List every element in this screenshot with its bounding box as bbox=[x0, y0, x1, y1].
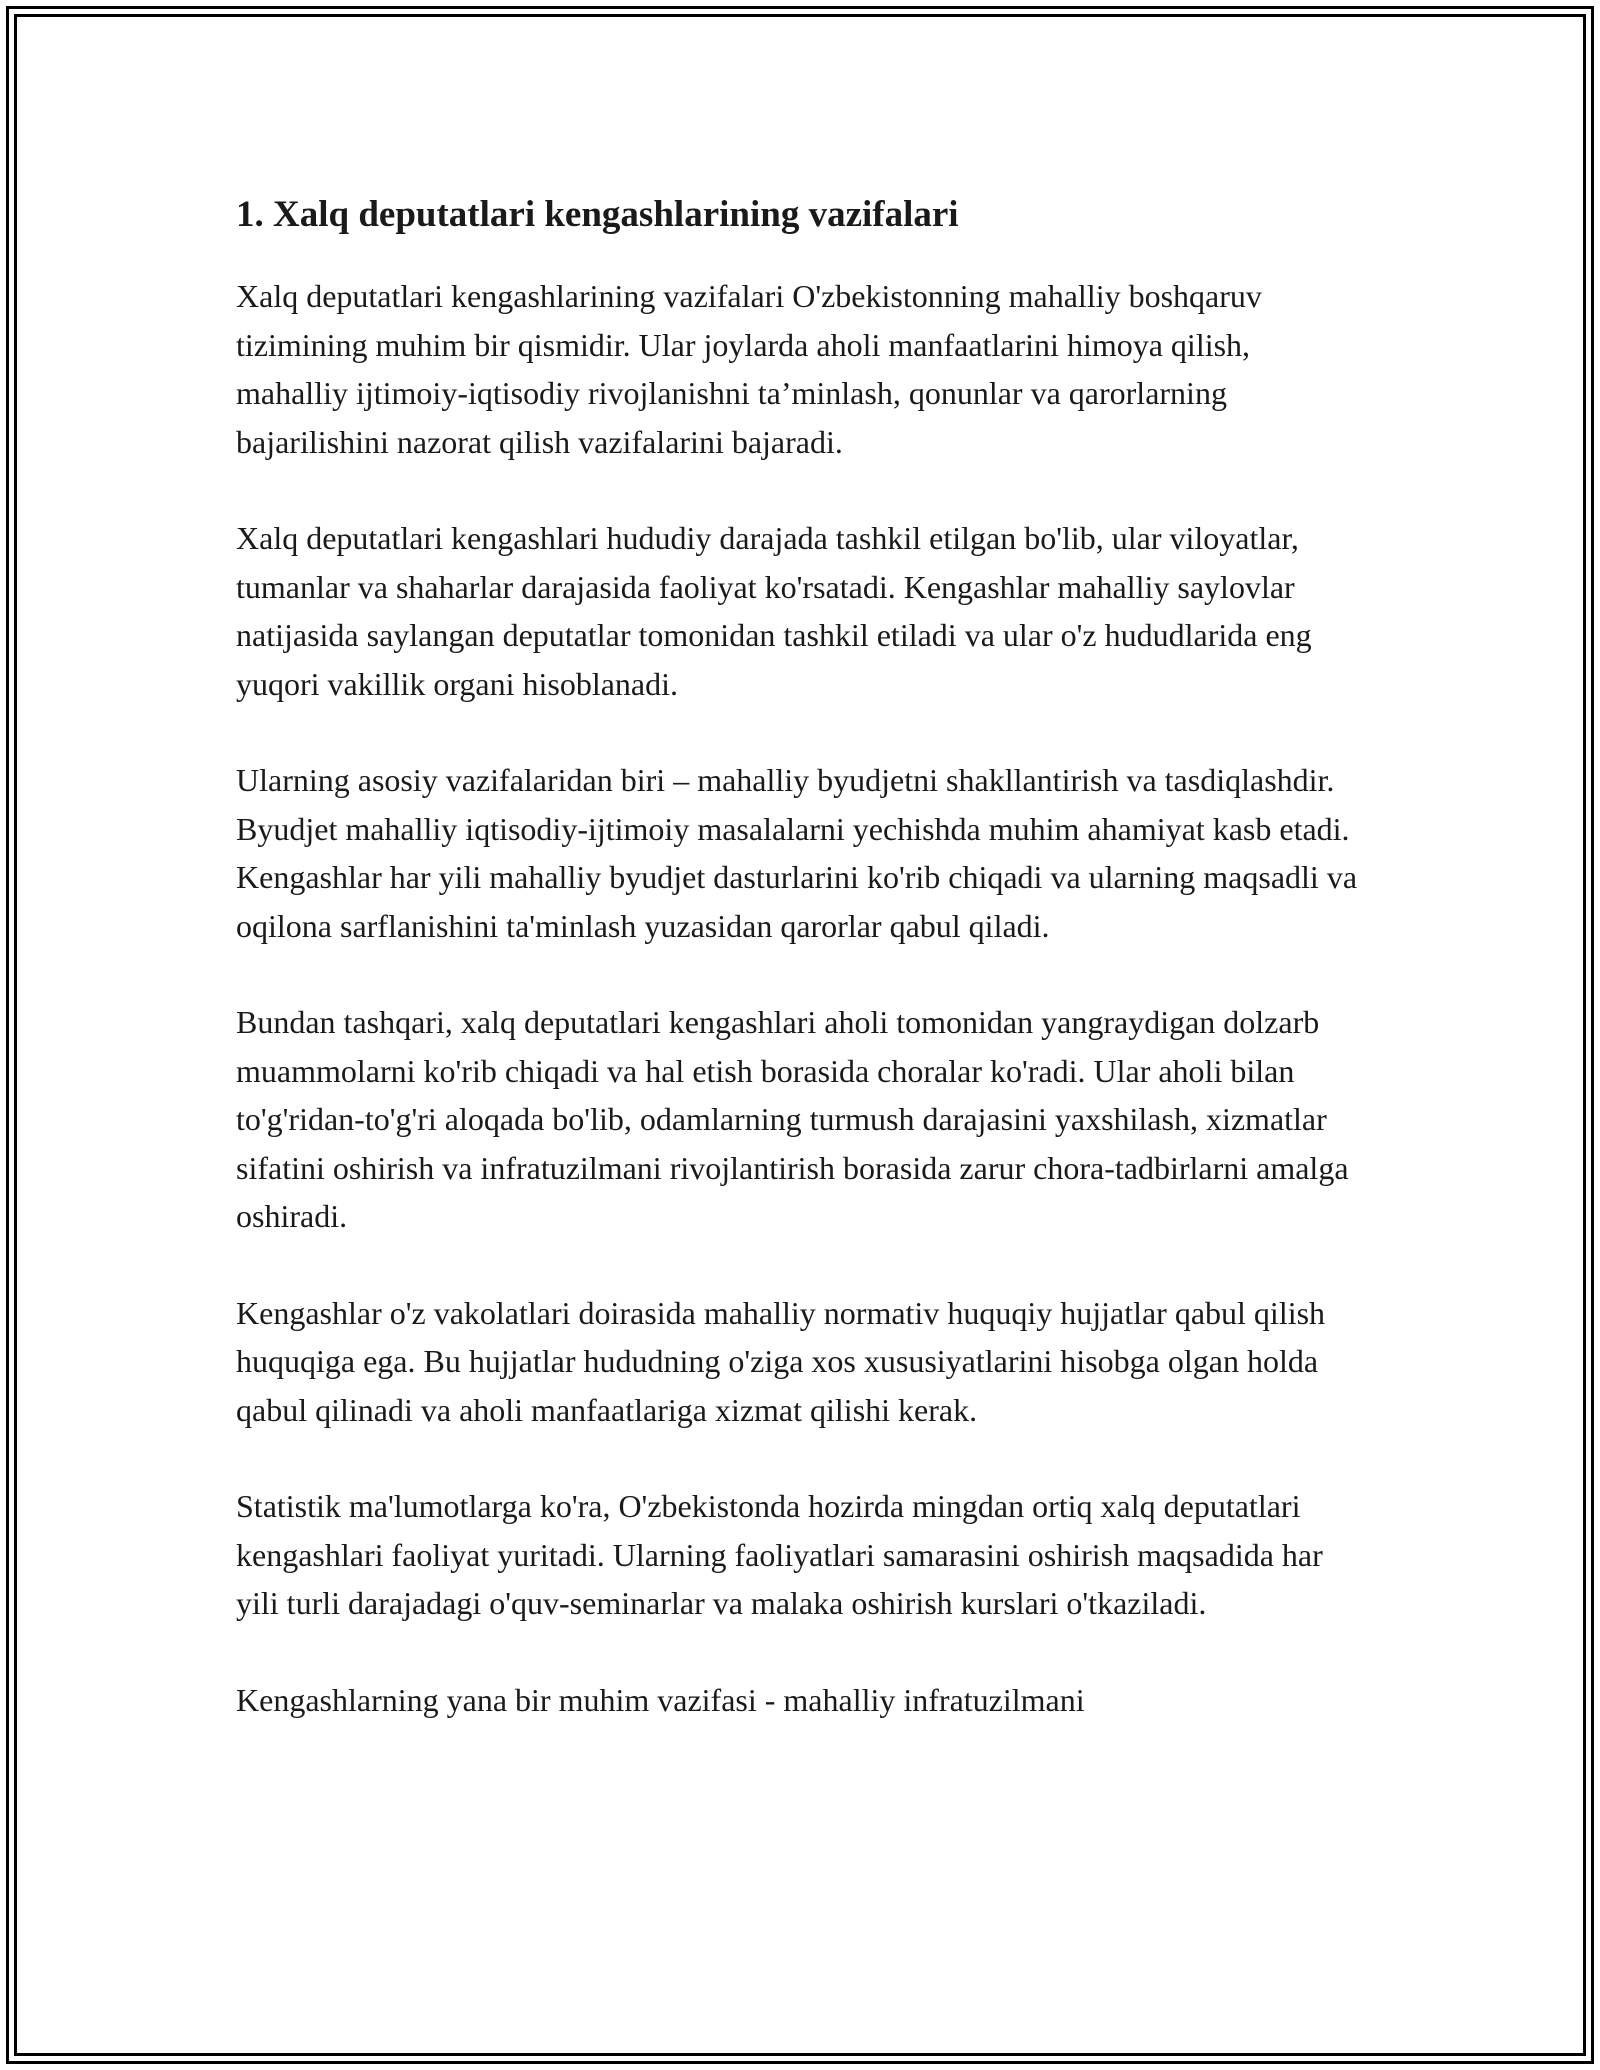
paragraph-6: Statistik ma'lumotlarga ko'ra, O'zbekistonda hozirda mingdan ortiq xalq deputatlari kengashlari faoliyat yuritadi. Ularning faoliyatlari samarasini oshirish maqsadida har yili turli darajadagi o'quv-seminarlar va malaka oshirish kurslari o'tkaziladi. bbox=[236, 1488, 1323, 1621]
paragraph-4: Bundan tashqari, xalq deputatlari kengashlari aholi tomonidan yangraydigan dolzarb muammolarni ko'rib chiqadi va hal etish borasida choralar ko'radi. Ular aholi bilan to'g'ridan-to'g'ri aloqada bo'lib, odamlarning turmush darajasini yaxshilash, xizmatlar sifatini oshirish va infratuzilmani rivojlantirish borasida zarur chora-tadbirlarni amalga oshiradi. bbox=[236, 1004, 1349, 1234]
paragraph-2: Xalq deputatlari kengashlari hududiy darajada tashkil etilgan bo'lib, ular viloyatlar, tumanlar va shaharlar darajasida faoliyat ko'rsatadi. Kengashlar mahalliy saylovlar natijasida saylangan deputatlar tomonidan tashkil etiladi va ular o'z hududlarida eng yuqori vakillik organi hisoblanadi. bbox=[236, 520, 1312, 702]
section-heading: 1. Xalq deputatlari kengashlarining vazifalari bbox=[236, 194, 959, 235]
paragraph-3: Ularning asosiy vazifalaridan biri – mahalliy byudjetni shakllantirish va tasdiqlashdir. Byudjet mahalliy iqtisodiy-ijtimoiy masalalarni yechishda muhim ahamiyat kasb etadi. Kengashlar har yili mahalliy byudjet dasturlarini ko'rib chiqadi va ularning maqsadli va oqilona sarflanishini ta'minlash yuzasidan qarorlar qabul qiladi. bbox=[236, 762, 1358, 944]
paragraph-5: Kengashlar o'z vakolatlari doirasida mahalliy normativ huquqiy hujjatlar qabul qilish huquqiga ega. Bu hujjatlar hududning o'ziga xos xususiyatlarini hisobga olgan holda qabul qilinadi va aholi manfaatlariga xizmat qilishi kerak. bbox=[236, 1294, 1326, 1428]
paragraph-1: Xalq deputatlari kengashlarining vazifalari O'zbekistonning mahalliy boshqaruv tizimining muhim bir qismidir. Ular joylarda aholi manfaatlarini himoya qilish, mahalliy ijtimoiy-iqtisodiy rivojlanishni ta’minlash, qonunlar va qarorlarning bajarilishini nazorat qilish vazifalarini bajaradi. bbox=[236, 278, 1262, 460]
document-body bbox=[236, 186, 1366, 1772]
paragraph-7: Kengashlarning yana bir muhim vazifasi - mahalliy infratuzilmani bbox=[236, 1681, 1085, 1718]
